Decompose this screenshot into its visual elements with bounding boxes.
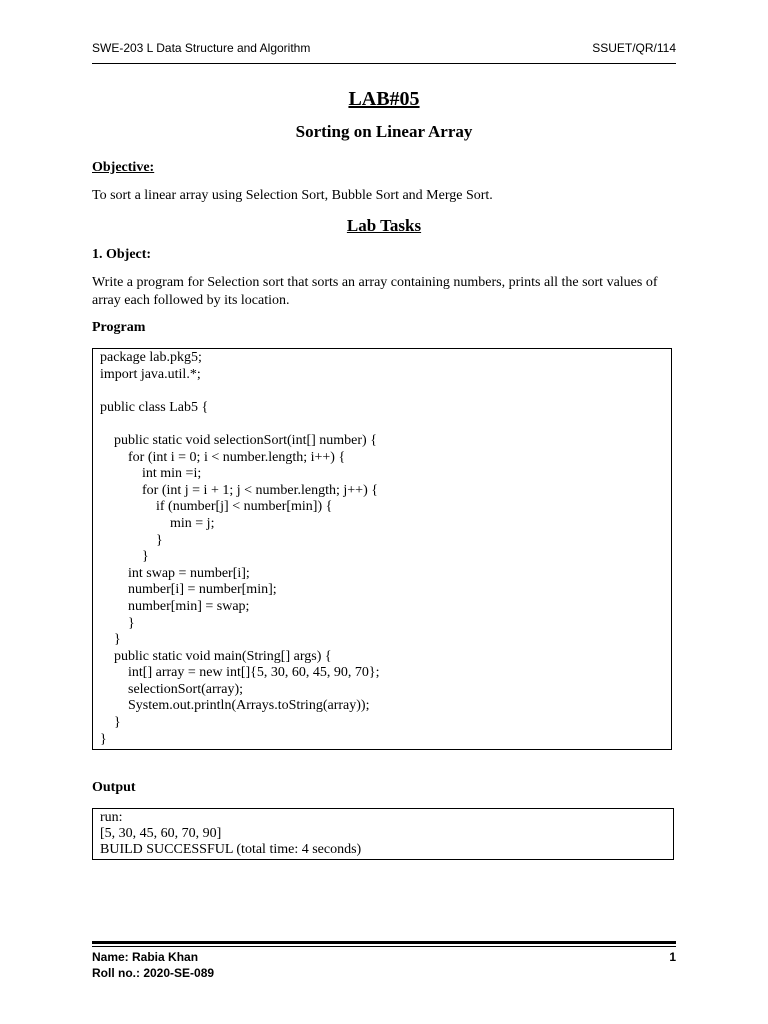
code-line: for (int i = 0; i < number.length; i++) {: [100, 449, 346, 465]
code-line: min = j;: [100, 515, 215, 531]
code-line: if (number[j] < number[min]) {: [100, 499, 333, 515]
code-line: package lab.pkg5;: [100, 350, 202, 365]
code-line: number[i] = number[min];: [100, 582, 277, 598]
code-line: import java.util.*;: [100, 366, 201, 382]
header-divider: [92, 63, 676, 64]
code-line: }: [100, 549, 149, 565]
program-code-box: [92, 348, 672, 750]
footer-row-roll: [92, 966, 676, 980]
code-line: int swap = number[i];: [100, 565, 250, 581]
lab-tasks-heading: Lab Tasks: [346, 216, 422, 235]
code-line: }: [100, 632, 121, 648]
code-line: public class Lab5 {: [100, 399, 209, 415]
footer-divider-thick: [92, 941, 676, 944]
code-line: }: [100, 715, 121, 731]
footer-row-name: [92, 950, 676, 964]
lab-subtitle: Sorting on Linear Array: [295, 122, 473, 141]
output-heading: Output: [92, 780, 136, 795]
code-line: [100, 383, 671, 400]
footer-roll-number: Roll no.: 2020-SE-089: [92, 966, 215, 980]
lab-title: LAB#05: [348, 88, 420, 110]
code-line: for (int j = i + 1; j < number.length; j++) {: [100, 482, 378, 498]
code-line: [100, 416, 671, 433]
task-1-description: Write a program for Selection sort that sorts an array containing numbers, prints all the sort values of array each followed by its location.: [92, 275, 658, 308]
header-doc-code: SSUET/QR/114: [592, 41, 676, 55]
output-line: run:: [100, 810, 123, 825]
code-line: selectionSort(array);: [100, 681, 244, 697]
output-line: [5, 30, 45, 60, 70, 90]: [100, 826, 222, 841]
header-course-title: SWE-203 L Data Structure and Algorithm: [92, 41, 311, 55]
code-line: int[] array = new int[]{5, 30, 60, 45, 90, 70};: [100, 665, 380, 681]
task-1-heading: 1. Object:: [92, 247, 152, 262]
output-box: [92, 808, 674, 860]
footer-page-number: 1: [669, 950, 676, 964]
footer-divider-thin: [92, 946, 676, 947]
code-line: int min =i;: [100, 466, 202, 482]
code-line: public static void selectionSort(int[] number) {: [100, 432, 377, 448]
code-line: }: [100, 615, 135, 631]
page-header: [92, 41, 676, 55]
output-line: BUILD SUCCESSFUL (total time: 4 seconds): [100, 842, 362, 857]
footer-student-name: Name: Rabia Khan: [92, 950, 199, 964]
code-line: public static void main(String[] args) {: [100, 648, 332, 664]
objective-text: To sort a linear array using Selection Sort, Bubble Sort and Merge Sort.: [92, 188, 493, 203]
code-line: number[min] = swap;: [100, 598, 250, 614]
objective-heading: Objective:: [92, 160, 155, 175]
program-heading: Program: [92, 320, 146, 335]
code-line: }: [100, 731, 107, 747]
code-line: System.out.println(Arrays.toString(array));: [100, 698, 370, 714]
code-line: }: [100, 532, 163, 548]
